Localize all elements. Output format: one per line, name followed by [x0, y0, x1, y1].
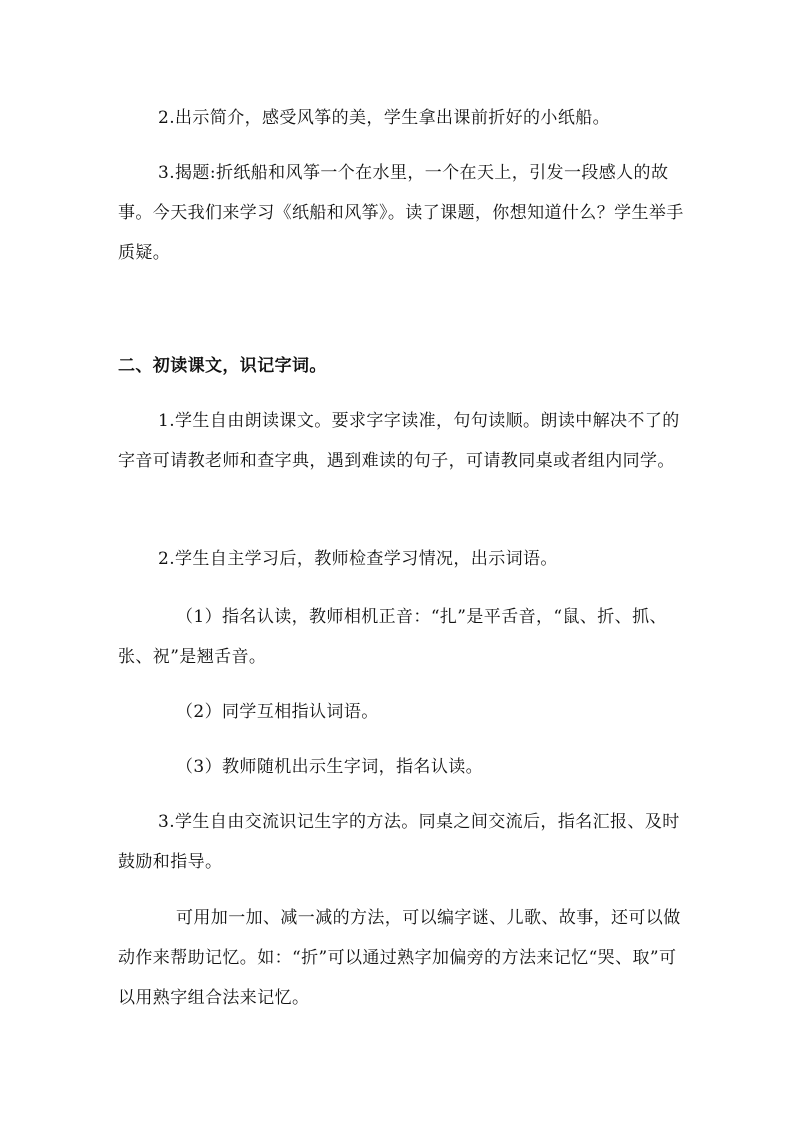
paragraph-memory-methods: 可用加一加、减一减的方法，可以编字谜、儿歌、故事，还可以做动作来帮助记忆。如：“折”可以通过熟字加偏旁的方法来记忆“哭、取”可以用熟字组合法来记忆。 [118, 908, 681, 1008]
paragraph-self-study-check: 2.学生自主学习后，教师检查学习情况，出示词语。 [158, 549, 558, 569]
paragraph-exchange-methods: 3.学生自由交流识记生字的方法。同桌之间交流后，指名汇报、及时鼓励和指导。 [118, 812, 680, 872]
paragraph-show-intro: 2.出示简介，感受风筝的美，学生拿出课前折好的小纸船。 [158, 108, 611, 128]
paragraph-free-reading: 1.学生自由朗读课文。要求字字读准，句句读顺。朗读中解决不了的字音可请教老师和查字典，遇到难读的句子，可请教同桌或者组内同学。 [118, 411, 680, 471]
section-heading: 二、初读课文，识记字词。 [118, 356, 327, 376]
paragraph-random-words: （3）教师随机出示生字词，指名认读。 [176, 757, 484, 777]
paragraph-peer-recognition: （2）同学互相指认词语。 [176, 702, 379, 722]
paragraph-pronunciation: （1）指名认读，教师相机正音：“扎”是平舌音，“鼠、折、抓、张、祝”是翘舌音。 [118, 607, 667, 667]
paragraph-reveal-title: 3.揭题:折纸船和风筝一个在水里，一个在天上，引发一段感人的故事。今天我们来学习《纸船和风筝》。读了课题，你想知道什么？学生举手质疑。 [118, 163, 684, 263]
